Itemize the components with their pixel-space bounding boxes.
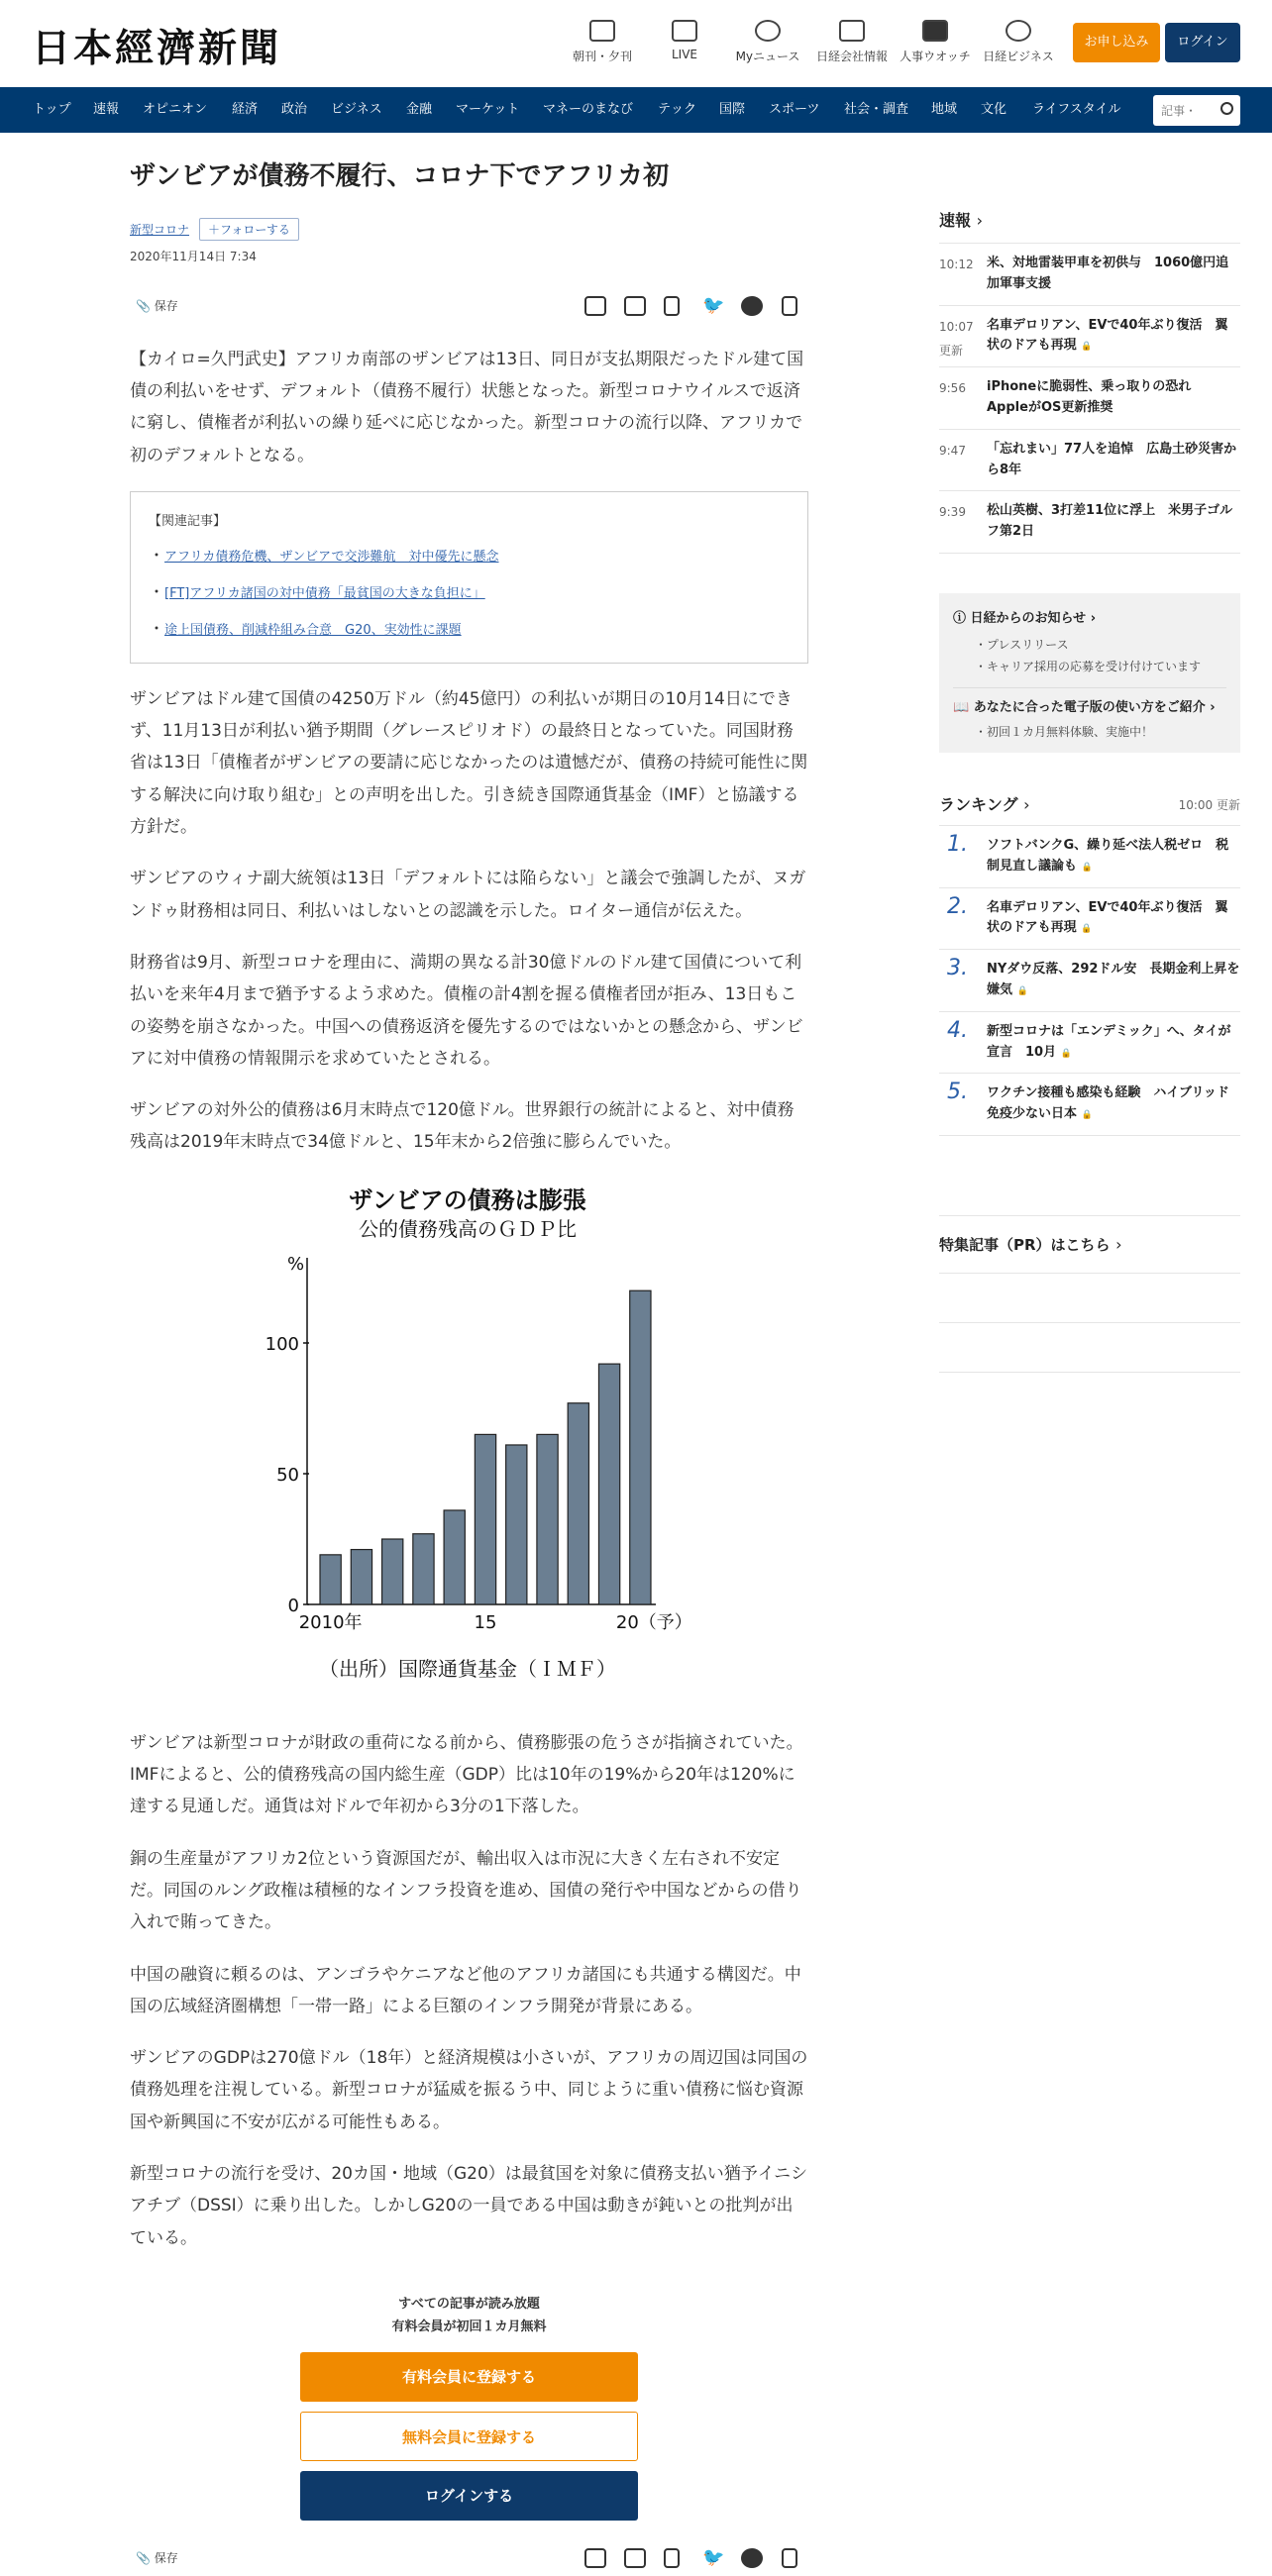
follow-button[interactable] bbox=[199, 218, 299, 241]
save-button[interactable] bbox=[136, 2549, 178, 2566]
tool-business[interactable] bbox=[971, 20, 1066, 64]
pr-link[interactable] bbox=[939, 1215, 1240, 1274]
pr-placeholder bbox=[939, 1323, 1240, 1373]
news-heading[interactable] bbox=[939, 208, 1240, 244]
follow-label: フォローする bbox=[220, 222, 290, 237]
notice-heading[interactable]: ⓘ 日経からのお知らせ › bbox=[953, 610, 1097, 626]
news-updated: 更新 bbox=[939, 343, 964, 358]
tool-label: 人事ウオッチ bbox=[900, 50, 971, 63]
ranking-text: ワクチン接種も感染も経験 ハイブリッド免疫少ない日本 bbox=[987, 1085, 1229, 1122]
lock-icon: 🔒 bbox=[1060, 1048, 1072, 1059]
news-text: 「忘れまい」77人を追悼 広島土砂災害から8年 bbox=[987, 441, 1237, 477]
ranking-item[interactable] bbox=[939, 950, 1240, 1012]
nav-item[interactable]: オピニオン bbox=[143, 102, 208, 117]
ranking-heading[interactable] bbox=[939, 795, 1030, 814]
chart-ylabel: % bbox=[287, 1253, 305, 1275]
login-button[interactable]: ログイン bbox=[1165, 23, 1240, 62]
pr-placeholder bbox=[939, 1274, 1240, 1323]
main-nav bbox=[0, 87, 1272, 133]
chart-ytick-label: 100 bbox=[265, 1333, 299, 1355]
article-tools bbox=[130, 288, 808, 324]
rank-number: 2. bbox=[947, 893, 968, 919]
lead-paragraph: 【カイロ=久門武史】アフリカ南部のザンビアは13日、同日が支払期限だったドル建て国債の利払いをせず、デフォルト（債務不履行）状態となった。新型コロナウイルスで返済に窮し、債権者が利払いの繰り延べに応じなかった。新型コロナの流行以降、アフリカで初のデフォルトとなる。 bbox=[130, 349, 804, 465]
paywall-login-button[interactable]: ログインする bbox=[300, 2471, 638, 2521]
news-text: 松山英樹、3打差11位に浮上 米男子ゴルフ第2日 bbox=[987, 503, 1233, 540]
chart-subtitle: 公的債務残高のＧＤＰ比 bbox=[359, 1216, 577, 1241]
news-time: 10:07 bbox=[939, 319, 974, 334]
twitter-icon[interactable]: 🐦 bbox=[702, 294, 725, 316]
related-heading: 【関連記事】 bbox=[149, 513, 227, 529]
nikkei-logo[interactable]: 日本經濟新聞 bbox=[32, 26, 282, 71]
chart-bar bbox=[351, 1549, 371, 1603]
clip-icon: 📎 bbox=[136, 298, 151, 313]
free-register-button[interactable]: 無料会員に登録する bbox=[300, 2412, 638, 2461]
nav-item[interactable]: 社会・調査 bbox=[844, 102, 909, 117]
nav-item[interactable]: 経済 bbox=[232, 102, 259, 117]
chevron-right-icon: › bbox=[1023, 794, 1030, 814]
nav-item[interactable]: スポーツ bbox=[769, 102, 820, 117]
nav-item[interactable]: 地域 bbox=[931, 102, 958, 117]
article-tools-bottom bbox=[130, 2540, 808, 2576]
guide-heading[interactable]: 📖 あなたに合った電子版の使い方をご紹介 › bbox=[953, 699, 1216, 715]
related-articles bbox=[130, 491, 808, 664]
save-label: 保存 bbox=[154, 2551, 178, 2566]
nav-item[interactable]: トップ bbox=[33, 102, 71, 117]
tool-label: 朝刊・夕刊 bbox=[572, 50, 632, 63]
chart-ytick-label: 0 bbox=[287, 1595, 299, 1616]
tool-label: 日経ビジネス bbox=[983, 50, 1054, 63]
guide-item-label: 初回１カ月無料体験、実施中！ bbox=[987, 724, 1154, 739]
tool-mynews[interactable] bbox=[720, 20, 815, 64]
clip-icon: 📎 bbox=[136, 2551, 151, 2566]
body-paragraph: 銅の生産量がアフリカ2位という資源国だが、輸出収入は市況に大きく左右され不安定だ。同国のルング政権は積極的なインフラ投資を進め、国債の発行や中国などからの借り入れで賄ってきた。 bbox=[130, 1848, 802, 1933]
chart-bar bbox=[537, 1434, 558, 1604]
site-header bbox=[0, 0, 1272, 87]
article-title: ザンビアが債務不履行、コロナ下でアフリカ初 bbox=[130, 161, 670, 191]
chevron-right-icon: › bbox=[1115, 1234, 1122, 1254]
chart-xtick-label: 20（予） bbox=[615, 1611, 692, 1633]
save-label: 保存 bbox=[154, 298, 178, 313]
chart-xtick-label: 2010年 bbox=[298, 1611, 363, 1633]
bookmark-icon[interactable] bbox=[664, 2548, 680, 2568]
print-icon[interactable] bbox=[584, 296, 606, 316]
news-time: 9:47 bbox=[939, 443, 966, 458]
body-paragraph: ザンビアは新型コロナが財政の重荷になる前から、債務膨張の危うさが指摘されていた。IMFによると、公的債務残高の国内総生産（GDP）比は10年の19%から20年は120%に達する見通しだ。通貨は対ドルで年初から3分の1下落した。 bbox=[130, 1732, 803, 1817]
nav-item[interactable]: 金融 bbox=[406, 102, 433, 117]
news-time: 9:56 bbox=[939, 381, 966, 396]
notice-heading-label: 日経からのお知らせ bbox=[970, 610, 1087, 626]
print-icon[interactable] bbox=[584, 2548, 606, 2568]
chart-bar bbox=[382, 1539, 403, 1604]
ranking-text: 名車デロリアン、EVで40年ぶり復活 翼状のドアも再現 bbox=[987, 899, 1228, 936]
lock-icon: 🔒 bbox=[1081, 342, 1093, 353]
guide-heading-label: あなたに合った電子版の使い方をご紹介 bbox=[973, 699, 1206, 715]
tool-jinji[interactable] bbox=[888, 20, 983, 64]
compass-icon bbox=[1006, 20, 1031, 42]
notice-item[interactable]: ・プレスリリース bbox=[975, 637, 1069, 652]
chart-bar bbox=[444, 1510, 465, 1604]
tool-label: LIVE bbox=[671, 48, 697, 61]
tool-label: 日経会社情報 bbox=[815, 50, 888, 63]
ranking-item[interactable] bbox=[939, 826, 1240, 888]
paywall-line: 有料会員が初回１カ月無料 bbox=[391, 2318, 547, 2334]
pr-label: 特集記事（PR）はこちら bbox=[939, 1235, 1111, 1254]
related-item: ・[FT]アフリカ諸国の対中債務「最貧国の大きな負担に」 bbox=[149, 581, 485, 601]
chart-bar bbox=[568, 1402, 588, 1603]
nav-item[interactable]: 文化 bbox=[981, 102, 1007, 117]
tool-paper[interactable] bbox=[555, 20, 650, 64]
sidebar bbox=[939, 208, 1240, 1373]
news-heading-label: 速報 bbox=[939, 211, 972, 230]
lock-icon: 🔒 bbox=[1081, 862, 1093, 873]
notice-item[interactable]: ・キャリア採用の応募を受け付けています bbox=[975, 659, 1202, 673]
lock-icon: 🔒 bbox=[1081, 924, 1093, 935]
book-icon: 📖 bbox=[953, 699, 970, 715]
chart-title: ザンビアの債務は膨張 bbox=[349, 1185, 586, 1214]
chart-bar bbox=[320, 1555, 341, 1604]
notice-item-label: キャリア採用の応募を受け付けています bbox=[987, 659, 1202, 673]
news-item[interactable] bbox=[939, 367, 1240, 430]
ranking-item[interactable] bbox=[939, 888, 1240, 951]
article bbox=[130, 158, 808, 2576]
chart-bar bbox=[413, 1533, 434, 1603]
lock-icon: 🔒 bbox=[1016, 985, 1028, 996]
chevron-right-icon: › bbox=[976, 211, 983, 230]
body-paragraph: 財務省は9月、新型コロナを理由に、満期の異なる計30億ドルのドル建て国債について利払いを来年4月まで猶予するよう求めた。債権の計4割を握る債権者団が拒み、13日もこの姿勢を崩さなかった。中国への債務返済を優先するのではないかとの懸念から、ザンビアに対中債務の情報開示を求めていたとされる。 bbox=[130, 952, 803, 1069]
related-link[interactable]: [FT]アフリカ諸国の対中債務「最貧国の大きな負担に」 bbox=[164, 585, 485, 601]
tool-live[interactable] bbox=[637, 20, 732, 61]
news-item[interactable] bbox=[939, 244, 1240, 306]
body-paragraph: 中国の融資に頼るのは、アンゴラやケニアなど他のアフリカ諸国にも共通する構図だ。中国の広域経済圏構想「一帯一路」による巨額のインフラ開発が背景にある。 bbox=[130, 1964, 801, 2016]
share-icon[interactable] bbox=[782, 2548, 797, 2568]
news-time: 9:39 bbox=[939, 505, 966, 520]
rank-number: 1. bbox=[947, 831, 968, 857]
news-item[interactable] bbox=[939, 430, 1240, 492]
news-text: 名車デロリアン、EVで40年ぶり復活 翼状のドアも再現 bbox=[987, 317, 1228, 354]
chart-bar bbox=[506, 1445, 527, 1604]
news-time: 10:12 bbox=[939, 258, 974, 271]
topic-row bbox=[130, 218, 808, 242]
rank-number: 3. bbox=[947, 956, 968, 981]
notice-box bbox=[939, 593, 1240, 753]
nav-item[interactable]: 政治 bbox=[281, 102, 308, 117]
lock-icon: 🔒 bbox=[1081, 1110, 1093, 1121]
paid-register-button[interactable]: 有料会員に登録する bbox=[300, 2352, 638, 2402]
notice-item-label: プレスリリース bbox=[987, 637, 1069, 652]
ranking-timestamp bbox=[1179, 796, 1240, 813]
rank-number: 4. bbox=[947, 1017, 968, 1043]
related-item: ・アフリカ債務危機、ザンビアで交渉難航 対中優先に懸念 bbox=[149, 545, 499, 565]
debt-chart bbox=[265, 1179, 692, 1684]
ranking-text: NYダウ反落、292ドル安 長期金利上昇を嫌気 bbox=[987, 962, 1240, 997]
guide-item[interactable]: ・初回１カ月無料体験、実施中！ bbox=[975, 724, 1154, 739]
topic-link[interactable]: 新型コロナ bbox=[130, 222, 190, 237]
body-paragraph: ザンビアはドル建て国債の4250万ドル（約45億円）の利払いが期日の10月14日にできず、11月13日が利払い猶予期間（グレースピリオド）の最終日となっていた。同国財務省は13日「債権者がザンビアの要請に応じなかったのは遺憾だが、債務の持続可能性に関する解決に向け取り組む」との声明を出した。引き続き国際通貨基金（IMF）と協議する方針だ。 bbox=[130, 688, 808, 838]
search-person-icon bbox=[922, 20, 948, 42]
paywall-line: すべての記事が読み放題 bbox=[398, 2296, 540, 2312]
nav-item[interactable]: マーケット bbox=[456, 102, 520, 117]
tool-company[interactable] bbox=[804, 20, 900, 64]
share-icon[interactable] bbox=[782, 296, 797, 316]
nav-item[interactable]: 国際 bbox=[719, 102, 746, 117]
ranking-time: 10:00 bbox=[1178, 797, 1214, 812]
nav-item[interactable]: マネーのまなび bbox=[543, 102, 634, 117]
paywall-box bbox=[130, 2294, 808, 2522]
facebook-icon[interactable] bbox=[741, 296, 763, 316]
user-icon bbox=[755, 20, 781, 42]
chart-bar bbox=[630, 1290, 651, 1604]
subscribe-button[interactable]: お申し込み bbox=[1073, 23, 1160, 62]
nav-item[interactable]: ライフスタイル bbox=[1032, 102, 1121, 117]
chart-ytick-label: 50 bbox=[276, 1464, 299, 1486]
info-icon: ⓘ bbox=[953, 610, 967, 626]
newspaper-icon bbox=[589, 20, 615, 42]
ranking-updated: 更新 bbox=[1216, 797, 1240, 812]
ranking-heading-label: ランキング bbox=[939, 794, 1018, 814]
bookmark-icon[interactable] bbox=[664, 296, 680, 316]
ranking-header bbox=[939, 792, 1240, 826]
chart-xtick-label: 15 bbox=[474, 1611, 497, 1633]
rank-number: 5. bbox=[947, 1080, 968, 1105]
related-item: ・途上国債務、削減枠組み合意 G20、実効性に課題 bbox=[149, 618, 462, 638]
news-item[interactable] bbox=[939, 306, 1240, 368]
body-paragraph: ザンビアの対外公的債務は6月末時点で120億ドル。世界銀行の統計によると、対中債務残高は2019年末時点で34億ドルと、15年末から2倍強に膨らんでいた。 bbox=[130, 1100, 795, 1153]
ranking-text: 新型コロナは「エンデミック」へ、タイが宣言 10月 bbox=[987, 1023, 1231, 1060]
ranking-item[interactable] bbox=[939, 1012, 1240, 1075]
mail-icon[interactable] bbox=[624, 296, 646, 316]
related-link[interactable]: 途上国債務、削減枠組み合意 G20、実効性に課題 bbox=[164, 622, 462, 638]
nav-item[interactable]: ビジネス bbox=[331, 102, 382, 117]
chart-bar bbox=[475, 1434, 495, 1604]
ranking-text: ソフトバンクG、繰り延べ法人税ゼロ 税制見直し議論も bbox=[987, 837, 1229, 874]
related-link[interactable]: アフリカ債務危機、ザンビアで交渉難航 対中優先に懸念 bbox=[164, 549, 499, 565]
publish-date: 2020年11月14日 7:34 bbox=[130, 249, 257, 263]
body-paragraph: ザンビアのウィナ副大統領は13日「デフォルトには陥らない」と議会で強調したが、ヌガンドゥ財務相は同日、利払いはしないとの認識を示した。ロイター通信が伝えた。 bbox=[130, 869, 806, 921]
mail-icon[interactable] bbox=[624, 2548, 646, 2568]
nav-item[interactable]: テック bbox=[658, 102, 697, 117]
chart-bar bbox=[598, 1364, 619, 1604]
news-item[interactable] bbox=[939, 491, 1240, 554]
twitter-icon[interactable]: 🐦 bbox=[702, 2547, 725, 2569]
search-input[interactable] bbox=[1161, 96, 1219, 125]
divider bbox=[953, 687, 1226, 688]
chart-icon bbox=[839, 20, 865, 42]
chart-source: （出所）国際通貨基金（ＩＭＦ） bbox=[319, 1656, 616, 1681]
video-icon bbox=[672, 20, 697, 42]
body-paragraph: ザンビアのGDPは270億ドル（18年）と経済規模は小さいが、アフリカの周辺国は同国の債務処理を注視している。新型コロナが猛威を振るう中、同じように重い債務に悩む資源国や新興国に不安が広がる可能性もある。 bbox=[130, 2048, 808, 2132]
plus-icon: ＋ bbox=[208, 222, 221, 237]
save-button[interactable] bbox=[136, 297, 178, 314]
search-icon[interactable] bbox=[1220, 102, 1233, 115]
facebook-icon[interactable] bbox=[741, 2548, 763, 2568]
news-text: iPhoneに脆弱性、乗っ取りの恐れ AppleがOS更新推奨 bbox=[987, 379, 1205, 415]
nav-item[interactable]: 速報 bbox=[93, 102, 120, 117]
ranking-item[interactable] bbox=[939, 1074, 1240, 1136]
tool-label: Myニュース bbox=[735, 50, 800, 63]
news-text: 米、対地雷装甲車を初供与 1060億円追加軍事支援 bbox=[987, 256, 1229, 291]
nav-search bbox=[1153, 95, 1240, 126]
body-paragraph: 新型コロナの流行を受け、20カ国・地域（G20）は最貧国を対象に債務支払い猶予イニシアチブ（DSSI）に乗り出した。しかしG20の一員である中国は動きが鈍いとの批判が出ている。 bbox=[130, 2164, 808, 2248]
